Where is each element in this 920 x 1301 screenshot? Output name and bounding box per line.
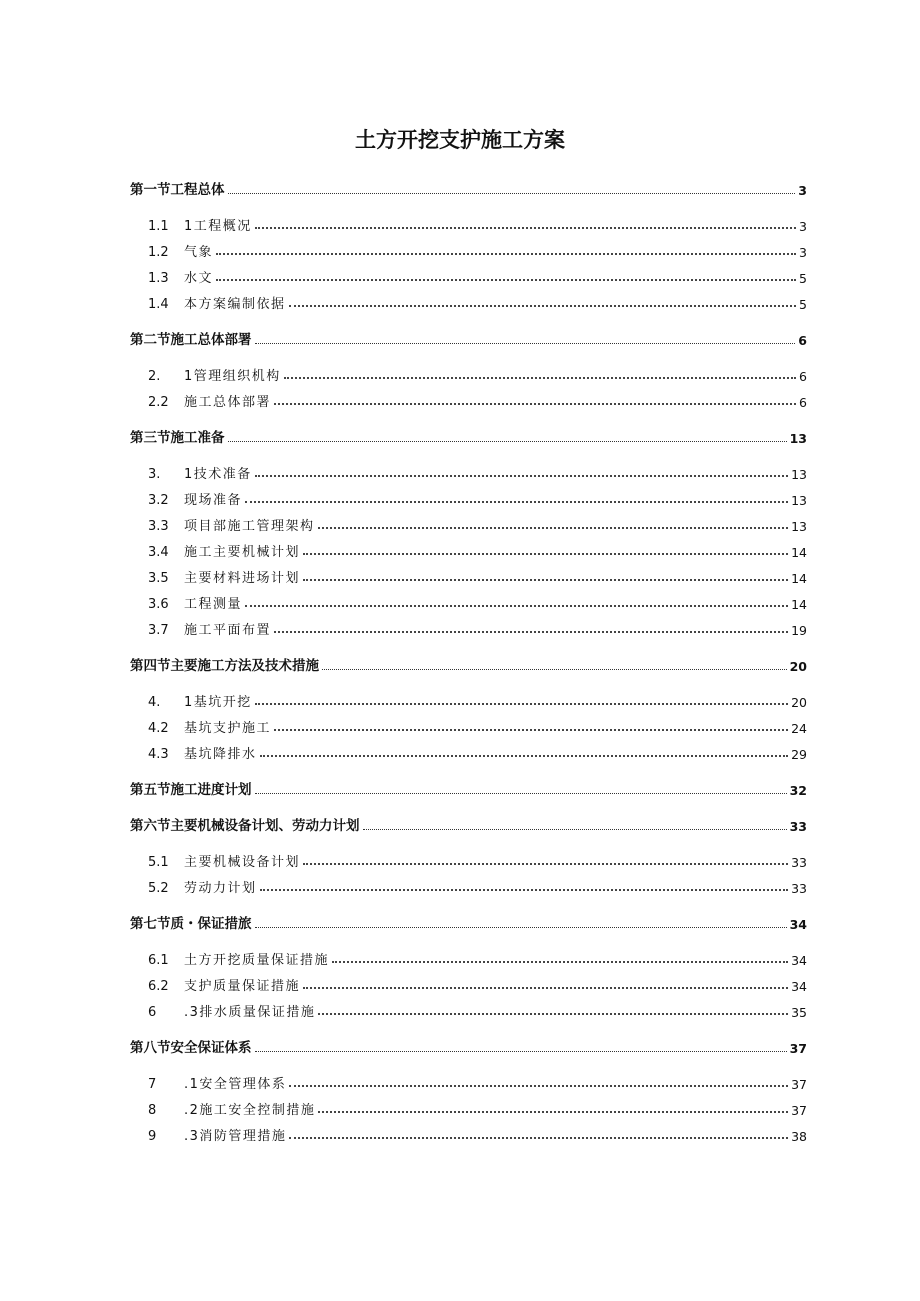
toc-section-title: 第二节施工总体部署 — [130, 332, 252, 348]
toc-item[interactable] — [130, 612, 807, 638]
toc-item-number: 1.2 — [148, 245, 169, 260]
toc-page-number: 29 — [791, 747, 807, 762]
toc-item-title: .3消防管理措施 — [184, 1129, 287, 1144]
toc-item[interactable] — [130, 234, 807, 260]
toc-leader-dots — [289, 305, 797, 307]
toc-item-title: 水文 — [184, 271, 214, 286]
toc-item[interactable] — [130, 286, 807, 312]
toc-leader-dots — [274, 729, 788, 731]
toc-leader-dots — [322, 669, 787, 670]
toc-page-number: 37 — [789, 1041, 807, 1056]
toc-leader-dots — [245, 501, 788, 503]
toc-item-title: 1工程概况 — [184, 219, 252, 234]
toc-page-number: 5 — [799, 271, 807, 286]
toc-leader-dots — [289, 1137, 788, 1139]
toc-section[interactable] — [130, 652, 807, 674]
toc-item[interactable] — [130, 736, 807, 762]
toc-item-number: 4. — [148, 695, 161, 710]
toc-item-number: 4.3 — [148, 747, 169, 762]
toc-item-title: 基坑降排水 — [184, 747, 257, 762]
toc-item-title: 气象 — [184, 245, 214, 260]
toc-item[interactable] — [130, 384, 807, 410]
toc-item-title: 1管理组织机构 — [184, 369, 281, 384]
toc-leader-dots — [260, 889, 789, 891]
toc-item[interactable] — [130, 534, 807, 560]
toc-page-number: 33 — [791, 855, 807, 870]
toc-leader-dots — [332, 961, 788, 963]
toc-page-number: 6 — [799, 395, 807, 410]
toc-section-title: 第七节质・保证措旅 — [130, 916, 252, 932]
toc-item[interactable] — [130, 942, 807, 968]
toc-page-number: 14 — [791, 545, 807, 560]
toc-item-number: 9 — [148, 1129, 157, 1144]
toc-page-number: 14 — [791, 571, 807, 586]
toc-leader-dots — [303, 579, 788, 581]
toc-page-number: 3 — [798, 183, 807, 198]
toc-item-number: 4.2 — [148, 721, 169, 736]
toc-section[interactable] — [130, 776, 807, 798]
toc-page-number: 13 — [789, 431, 807, 446]
toc-leader-dots — [260, 755, 789, 757]
toc-leader-dots — [228, 441, 787, 442]
toc-section[interactable] — [130, 326, 807, 348]
toc-section-title: 第一节工程总体 — [130, 182, 225, 198]
toc-leader-dots — [274, 631, 788, 633]
toc-item[interactable] — [130, 1118, 807, 1144]
toc-item-title: 主要材料进场计划 — [184, 571, 301, 586]
toc-item[interactable] — [130, 358, 807, 384]
toc-item[interactable] — [130, 560, 807, 586]
toc-item-title: 本方案编制依据 — [184, 297, 286, 312]
toc-item-number: 6 — [148, 1005, 157, 1020]
toc-item-number: 6.2 — [148, 979, 169, 994]
toc-leader-dots — [255, 703, 788, 705]
toc-leader-dots — [255, 927, 787, 928]
toc-item[interactable] — [130, 508, 807, 534]
toc-leader-dots — [303, 553, 788, 555]
toc-leader-dots — [255, 1051, 787, 1052]
toc-item-number: 1.4 — [148, 297, 169, 312]
toc-page-number: 34 — [791, 979, 807, 994]
toc-page-number: 19 — [791, 623, 807, 638]
toc-section[interactable] — [130, 1034, 807, 1056]
toc-leader-dots — [245, 605, 788, 607]
toc-item-number: 2.2 — [148, 395, 169, 410]
toc-item-number: 3.5 — [148, 571, 169, 586]
toc-leader-dots — [216, 253, 796, 255]
toc-page-number: 20 — [789, 659, 807, 674]
toc-leader-dots — [274, 403, 796, 405]
toc-page-number: 24 — [791, 721, 807, 736]
toc-leader-dots — [228, 193, 796, 194]
toc-item[interactable] — [130, 968, 807, 994]
toc-item-number: 1.3 — [148, 271, 169, 286]
toc-page-number: 6 — [799, 369, 807, 384]
toc-item-number: 3.3 — [148, 519, 169, 534]
toc-page-number: 33 — [791, 881, 807, 896]
toc-item-title: 主要机械设备计划 — [184, 855, 301, 870]
toc-leader-dots — [255, 343, 796, 344]
toc-item[interactable] — [130, 208, 807, 234]
toc-page-number: 14 — [791, 597, 807, 612]
toc-item-title: 现场准备 — [184, 493, 243, 508]
toc-item-number: 3.4 — [148, 545, 169, 560]
toc-leader-dots — [318, 527, 789, 529]
toc-section-title: 第四节主要施工方法及技术措施 — [130, 658, 319, 674]
toc-item-title: 土方开挖质量保证措施 — [184, 953, 330, 968]
toc-page-number: 5 — [799, 297, 807, 312]
table-of-contents — [130, 176, 807, 1144]
toc-page-number: 32 — [789, 783, 807, 798]
toc-item[interactable] — [130, 586, 807, 612]
toc-item[interactable] — [130, 1066, 807, 1092]
toc-section[interactable] — [130, 812, 807, 834]
toc-item-title: 1基坑开挖 — [184, 695, 252, 710]
toc-page-number: 33 — [789, 819, 807, 834]
toc-item-number: 2. — [148, 369, 161, 384]
toc-item[interactable] — [130, 456, 807, 482]
toc-leader-dots — [303, 987, 788, 989]
toc-item[interactable] — [130, 260, 807, 286]
toc-item[interactable] — [130, 1092, 807, 1118]
toc-leader-dots — [318, 1013, 788, 1015]
toc-item-title: .3排水质量保证措施 — [184, 1005, 316, 1020]
toc-item-number: 8 — [148, 1103, 157, 1118]
toc-leader-dots — [255, 793, 787, 794]
toc-item-title: 1技术准备 — [184, 467, 252, 482]
toc-page-number: 3 — [799, 245, 807, 260]
toc-leader-dots — [255, 475, 788, 477]
toc-page-number: 37 — [791, 1077, 807, 1092]
toc-item-number: 3. — [148, 467, 161, 482]
toc-item-title: 项目部施工管理架构 — [184, 519, 315, 534]
toc-item-title: 支护质量保证措施 — [184, 979, 301, 994]
toc-item-title: 施工平面布置 — [184, 623, 272, 638]
toc-item[interactable] — [130, 844, 807, 870]
toc-item-number: 3.6 — [148, 597, 169, 612]
toc-item-title: 工程测量 — [184, 597, 243, 612]
toc-page-number: 34 — [791, 953, 807, 968]
toc-page-number: 13 — [791, 493, 807, 508]
toc-leader-dots — [284, 377, 796, 379]
toc-item[interactable] — [130, 684, 807, 710]
toc-page-number: 38 — [791, 1129, 807, 1144]
toc-item-number: 5.1 — [148, 855, 169, 870]
toc-page-number: 35 — [791, 1005, 807, 1020]
toc-leader-dots — [216, 279, 796, 281]
toc-section-title: 第八节安全保证体系 — [130, 1040, 252, 1056]
toc-leader-dots — [255, 227, 796, 229]
toc-item-number: 3.7 — [148, 623, 169, 638]
toc-section-title: 第三节施工准备 — [130, 430, 225, 446]
toc-page-number: 34 — [789, 917, 807, 932]
toc-page-number: 13 — [791, 467, 807, 482]
toc-leader-dots — [318, 1111, 788, 1113]
document-title: 土方开挖支护施工方案 — [355, 128, 565, 152]
toc-item-number: 6.1 — [148, 953, 169, 968]
toc-item-number: 1.1 — [148, 219, 169, 234]
toc-section[interactable] — [130, 176, 807, 198]
toc-item[interactable] — [130, 870, 807, 896]
toc-item[interactable] — [130, 482, 807, 508]
toc-page-number: 37 — [791, 1103, 807, 1118]
toc-section[interactable] — [130, 424, 807, 446]
toc-section-title: 第六节主要机械设备计划、劳动力计划 — [130, 818, 360, 834]
toc-item[interactable] — [130, 710, 807, 736]
toc-item-number: 3.2 — [148, 493, 169, 508]
toc-section-title: 第五节施工进度计划 — [130, 782, 252, 798]
toc-leader-dots — [303, 863, 788, 865]
toc-item-title: 基坑支护施工 — [184, 721, 272, 736]
toc-page-number: 20 — [791, 695, 807, 710]
toc-item-number: 5.2 — [148, 881, 169, 896]
toc-item[interactable] — [130, 994, 807, 1020]
toc-item-title: 施工主要机械计划 — [184, 545, 301, 560]
toc-item-title: 施工总体部署 — [184, 395, 272, 410]
toc-page-number: 3 — [799, 219, 807, 234]
toc-item-number: 7 — [148, 1077, 157, 1092]
toc-leader-dots — [363, 829, 787, 830]
toc-item-title: .2施工安全控制措施 — [184, 1103, 316, 1118]
toc-item-title: .1安全管理体系 — [184, 1077, 287, 1092]
toc-page-number: 13 — [791, 519, 807, 534]
toc-item-title: 劳动力计划 — [184, 881, 257, 896]
toc-section[interactable] — [130, 910, 807, 932]
toc-leader-dots — [289, 1085, 788, 1087]
toc-page-number: 6 — [798, 333, 807, 348]
